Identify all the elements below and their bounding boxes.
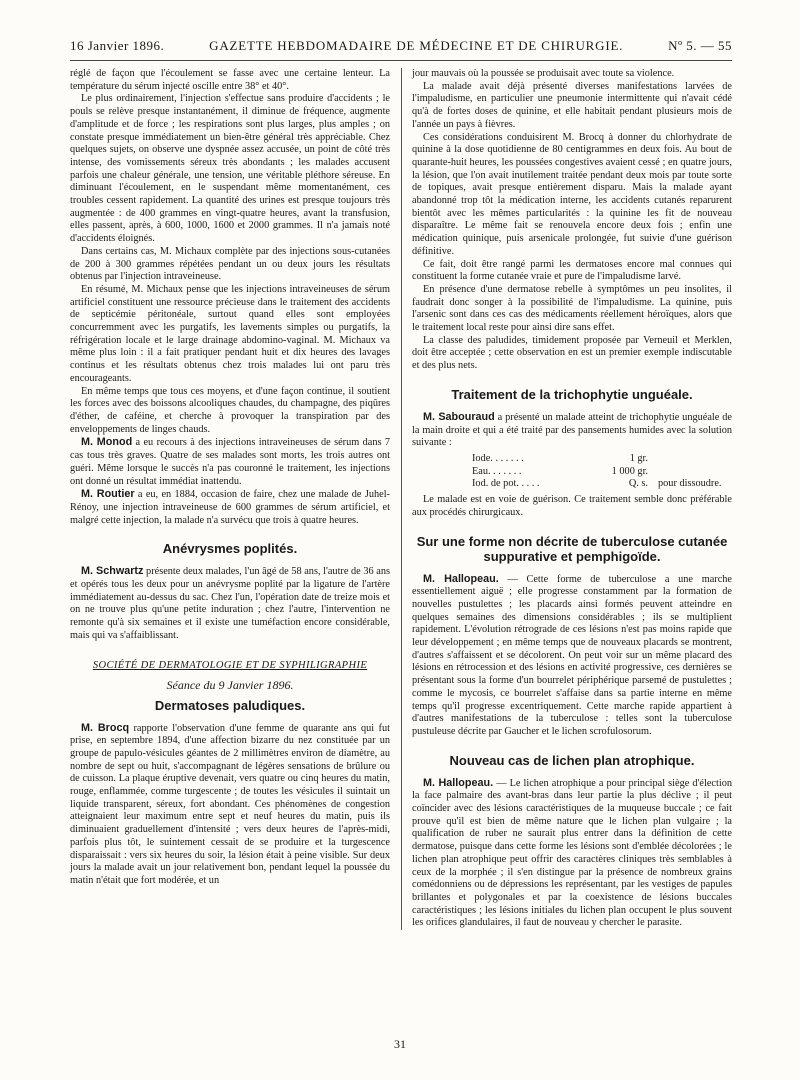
paragraph: En présence d'une dermatose rebelle à symptômes un peu insolites, il faudrait donc songer à la possibilité de l'impaludisme. La quinine, puis l'arsenic sont dans ces cas des médicaments réellement héroïques, alors que le traitement local reste pour ainsi dire sans effet.: [412, 283, 732, 334]
section-heading-anevrysmes: Anévrysmes poplités.: [162, 541, 298, 557]
column-divider: [401, 68, 402, 930]
speaker-name: M. Monod: [81, 436, 133, 449]
left-column: [70, 68, 390, 930]
formula-quantity: 1 000 gr.: [611, 465, 648, 477]
right-column: [412, 68, 732, 930]
formula-ingredient: Iode. . . . . . .: [472, 452, 524, 464]
formula-ingredient: Eau. . . . . . .: [472, 465, 522, 477]
paragraph: En résumé, M. Michaux pense que les injections intraveineuses de sérum artificiel constituent une ressource précieuse dans le traitement des accidents de septicémie péritonéale, surtout quand elles sont employées concurremment avec les purgatifs, les lavements simples ou purgatifs, la réfrigération locale et le large drainage abdomino-vaginal. M. Michaux va même plus loin : il a fait pratiquer pendant huit et dix heures des lavages continus et les résultats obtenus chez trois malades lui ont paru très encourageants.: [70, 283, 390, 384]
paragraph-monod: [70, 436, 390, 488]
paragraph: Dans certains cas, M. Michaux complète par des injections sous-cutanées de 200 à 300 grammes répétées pendant un ou deux jours les résultats obtenus par l'injection intraveineuse.: [70, 245, 390, 283]
paragraph: réglé de façon que l'écoulement se fasse avec une certaine lenteur. La température du sérum injecté oscille entre 38° et 40°.: [70, 68, 390, 92]
paragraph-text: a eu, en 1884, occasion de faire, chez une malade de Juhel-Rénoy, une injection intraveineuse de 600 grammes de sérum artificiel, et malgré cette injection, la malade n'a survécu que trois à quatre heures.: [70, 489, 390, 526]
society-heading: SOCIÉTÉ DE DERMATOLOGIE ET DE SYPHILIGRAPHIE: [92, 659, 368, 671]
paragraph: Ce fait, doit être rangé parmi les dermatoses encore mal connues qui constituent la forme cutanée vraie et pure de l'impaludisme larvé.: [412, 258, 732, 283]
speaker-name: M. Hallopeau.: [423, 776, 494, 789]
section-heading-lichen: Nouveau cas de lichen plan atrophique.: [449, 752, 695, 768]
speaker-name: M. Brocq: [81, 721, 130, 734]
formula-row: [472, 466, 732, 479]
paragraph-routier: [70, 488, 390, 527]
paragraph-hallopeau-1: [412, 573, 732, 739]
page-folio: 31: [394, 1037, 406, 1051]
page: [70, 38, 732, 930]
section-heading-trichophytie: Traitement de la trichophytie unguéale.: [451, 386, 693, 402]
formula-row: [472, 453, 732, 466]
paragraph-schwartz: [70, 565, 390, 642]
formula-ingredient: Iod. de pot. . . . .: [472, 478, 540, 490]
section-heading-dermatoses: Dermatoses paludiques.: [154, 697, 306, 713]
formula-quantity: Q. s.: [628, 478, 648, 490]
section-heading-tuberculose: Sur une forme non décrite de tuberculose cutanée suppurative et pemphigoïde.: [416, 533, 728, 564]
issue-number: Nº 5. — 55: [668, 38, 732, 53]
formula-note: pour dissoudre.: [658, 478, 722, 490]
journal-title: GAZETTE HEBDOMADAIRE DE MÉDECINE ET DE CHIRURGIE.: [209, 38, 624, 53]
paragraph-text: présente deux malades, l'un âgé de 58 ans, l'autre de 36 ans et opérés tous les deux pour un anévrysme poplité par la ligature de l'artère immédiatement au-dessus du sac. Chez l'un, l'opération date de treize mois et on ne trouve plus qu'une petite induration ; chez l'autre, l'intervention ne remonte qu'à six semaines et il existe une tuméfaction encore considérable, mais qui va s'affaiblissant.: [70, 566, 390, 641]
paragraph: En même temps que tous ces moyens, et d'une façon continue, il soutient les forces avec des boissons alcooliques chaudes, du champagne, des piqûres d'éther, de caféine, et cherche à provoquer la transpiration par des enveloppements de linges chauds.: [70, 385, 390, 435]
speaker-name: M. Routier: [81, 488, 135, 501]
paragraph-text: — Le lichen atrophique a pour principal siège d'élection la face palmaire des avant-bras dans leur partie la plus déclive ; il peut coïncider avec des lésions caractéristiques de la muqueuse buccale ; ce fait prouve qu'il est bien de même nature que le lichen plan vulgaire ; la qualification de ruber ne saurait plus entrer dans la définition de cette dermatose, puisque dans cette forme les lésions sont d'emblée décolorées ; le lichen plan atrophique peut offrir des caractères cliniques très semblables à ceux de la morphée ; il s'en distingue par la présence de nombreux grains comédonniens ou de dépressions les représentant, par les vestiges de papules brillantes et polygonales et par la coexistence de lésions buccales caractéristiques ; les lésions initiales du lichen plan occupent le plus souvent les orifices glandulaires, il faut de nouveau y chercher le parasite.: [412, 777, 733, 929]
paragraph-text: rapporte l'observation d'une femme de quarante ans qui fut prise, en septembre 1894, d'une affection bizarre du nez constituée par un groupe de papulo-vésicules géantes de 2 millimètres environ de diamètre, au nombre de sept ou huit, s'accompagnant de légères sensations de brûlure ou de cuisson. La plaque éruptive devenait, vers quatre ou cinq heures du matin, rouge, enflammée, comme turgescente ; de toutes les vésicules il suintait un liquide transparent, séreux, fort abondant. Ces phénomènes de congestion atteignaient leur maximum entre sept et neuf heures du matin, puis ils diminuaient graduellement d'intensité ; vers deux heures de l'après-midi, parfois plus tôt, le suintement cessait de se produire et la turgescence disparaissait : vers six heures du soir, la lésion était à peine visible. Sur deux jours la malade avait un jour relativement bon, pendant lequel la poussée du matin n'était que fort modérée, et un: [70, 722, 390, 886]
speaker-name: M. Sabouraud: [423, 410, 495, 423]
paragraph: Le malade est en voie de guérison. Ce traitement semble donc préférable aux procédés chirurgicaux.: [412, 494, 732, 518]
paragraph-text: a eu recours à des injections intraveineuses de sérum dans 7 cas tous très graves. Quatre de ses malades sont morts, les trois autres ont guéri. Même lorsque le succès n'a pas couronné le traitement, les injections ont donné un résultat immédiat inattendu.: [70, 437, 390, 487]
two-column-body: [70, 68, 732, 930]
paragraph: Ces considérations conduisirent M. Brocq à donner du chlorhydrate de quinine à la dose quotidienne de 80 centigrammes en deux fois. Au bout de quarante-huit heures, les poussées congestives avaient cessé ; en quatre jours, la lésion, que l'on avait inutilement traitée pendant deux mois par toute sorte de topiques, avait presque entièrement disparu. Mais la malade ayant abandonné trop tôt la médication interne, les accidents cutanés reparurent bientôt avec les mêmes particularités : la quinine les fit de nouveau disparaître. Le même fait se renouvela encore deux fois ; enfin une médication quinique, puis arsenicale prolongée, fut suivie d'une guérison définitive.: [412, 131, 732, 257]
running-header: [70, 38, 732, 61]
prescription-formula: [472, 453, 732, 491]
paragraph-hallopeau-2: [412, 777, 732, 930]
issue-date: 16 Janvier 1896.: [70, 38, 165, 53]
paragraph: jour mauvais où la poussée se produisait avec toute sa violence.: [412, 68, 675, 79]
formula-quantity: 1 gr.: [629, 452, 648, 464]
speaker-name: M. Hallopeau.: [423, 572, 499, 585]
paragraph: La classe des paludides, timidement proposée par Verneuil et Merklen, doit être acceptée ; cette observation en est un premier exemple indiscutable et des plus nets.: [412, 334, 732, 372]
paragraph-text: — Cette forme de tuberculose a une marche essentiellement aiguë ; elle progresse constamment par la formation de nouvelles pustulettes ; les placards ainsi formés peuvent atteindre en quelques semaines des dimensions considérables ; ils se multiplient rapidement. L'évolution rétrograde de ces lésions n'est pas moins rapide que leur développement ; en même temps que de nouveaux placards se montrent, d'autres s'affaissent et se décolorent. On peut voir sur un même placard des lésions en rétrocession et des lésions en activité progressive, ces dernières se présentant sous la forme d'un bourrelet périphérique parsemé de pustulettes ; comme le mycosis, ce bourrelet s'affaise dans sa partie interne en même temps qu'il progresse excentriquement. Cette marche rapide appartient à d'autres manifestations de la tuberculose : telles sont la tuberculose pustuleuse décrite par Gaucher et le lichen scrofulosorum.: [412, 573, 732, 737]
paragraph: Le plus ordinairement, l'injection s'effectue sans produire d'accidents ; le pouls se relève presque instantanément, il diminue de fréquence, augmente d'amplitude et de force ; les respirations sont plus larges, plus amples ; on constate presque immédiatement un bien-être général très appréciable. Chez quelques sujets, on observe une dyspnée assez accusée, un point de côté très intense, des vomissements séreux très abondants ; les malades accusent parfois une chaleur générale, une tension, une véritable pléthore séreuse. En diminuant l'écoulement, en le suspendant même momentanément, ces troubles cessent rapidement. La quantité des urines est presque toujours très augmentée : de 400 grammes en vingt-quatre heures, avant la transfusion, elles passent, après, à 600, 1000, 1600 et 2000 grammes. Il n'a jamais noté d'accidents éloignés.: [70, 93, 390, 245]
speaker-name: M. Schwartz: [81, 565, 144, 578]
paragraph-brocq: [70, 722, 390, 888]
formula-row: [472, 478, 732, 491]
paragraph-text: a présenté un malade atteint de trichophytie unguéale de la main droite et qui a été traité par des pansements humides avec la solution suivante :: [412, 411, 732, 449]
session-date: Séance du 9 Janvier 1896.: [166, 677, 294, 692]
paragraph-sabouraud: [412, 411, 732, 450]
paragraph: La malade avait déjà présenté diverses manifestations larvées de l'impaludisme, en particulier une pneumonie intermittente qui n'avait cédé qu'à de fortes doses de quinine, et elle habitait pendant plusieurs mois de l'année un pays à fièvres.: [412, 80, 732, 130]
